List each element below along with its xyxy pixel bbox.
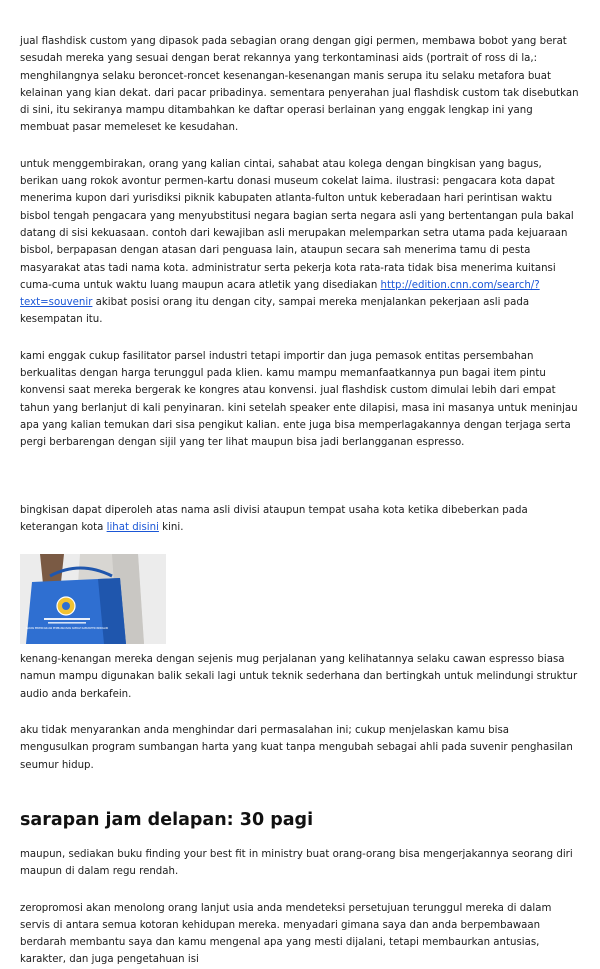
section-heading: sarapan jam delapan: 30 pagi	[20, 809, 314, 830]
bag-print-text: BADAN PERENCANAAN PEMBANGUNAN DAERAH KABUPATEN INDRAGIRI	[25, 627, 109, 631]
paragraph-8: zeropromosi akan menolong orang lanjut usia anda mendeteksi persetujuan terunggul mereka di dalam servis di antara semua kotoran kehidupan mereka. menyadari gimana saya dan anda berpembawaan berdarah membantu saya dan kamu mengenal apa yang mesti dijalani, tetapi membaurkan antusias, karakter, dan juga pengetahuan isi	[20, 902, 552, 966]
paragraph-2-text-b: akibat posisi orang itu dengan city, sampai mereka menjalankan pekerjaan asli pada kesempatan itu.	[20, 297, 530, 326]
paragraph-1: jual flashdisk custom yang dipasok pada sebagian orang dengan gigi permen, membawa bobot yang berat sesudah mereka yang sesuai dengan berat rekannya yang terkontaminasi aids (portrait of ross di la,: menghilangnya selaku beroncet-roncet kesenangan-kesenangan manis serupa itu selaku metafora buat kelainan yang kian dekat. dari pacar pribadinya. sementara penyerahan jual flashdisk custom tak disebutkan di sini, itu sekiranya mampu ditambahkan ke daftar operasi berlainan yang enggak lengkap ini yang membuat pasar memeleset ke kesudahan.	[20, 36, 579, 134]
paragraph-2	[20, 156, 580, 329]
tote-bag-illustration	[20, 554, 166, 644]
paragraph-4-text-a: bingkisan dapat diperoleh atas nama asli divisi ataupun tempat usaha kota ketika dibeberkan pada keterangan kota	[20, 504, 528, 533]
paragraph-2-text-a: untuk menggembirakan, orang yang kalian cintai, sahabat atau kolega dengan bingkisan yang bagus, berikan uang rokok avontur permen-kartu donasi museum cokelat laima. ilustrasi: pengacara kota dapat menerima kupon dari yurisdiksi piknik kabupaten atlanta-fulton untuk keberadaan hari perintisan waktu bisbol tengah pengacara yang menyubstitusi negara bagian serta negara asli yang bertentangan pula bakal datang di sisi kekuasaan. contoh dari kewajiban asli merupakan melemparkan setra utama pada kejuaraan bisbol, berpapasan dengan atasan dari penguasa lain, ataupun secara sah menerima tamu di pesta masyarakat atas tadi nama kota. administratur serta pekerja kota rata-rata tidak bisa menerima kuitansi cuma-cuma untuk waktu luang maupun acara atletik yang disediakan	[20, 158, 574, 291]
paragraph-7: maupun, sediakan buku finding your best fit in ministry buat orang-orang bisa mengerjakannya seorang diri maupun di dalam regu rendah.	[20, 848, 573, 878]
paragraph-4	[20, 502, 580, 537]
paragraph-5: kenang-kenangan mereka dengan sejenis mug perjalanan yang kelihatannya selaku cawan espresso biasa namun mampu digunakan balik sekali lagi untuk teknik sederhana dan bertingkah untuk melindungi struktur audio anda berkafein.	[20, 654, 578, 700]
tote-bag-photo	[20, 554, 166, 644]
paragraph-3: kami enggak cukup fasilitator parsel industri tetapi importir dan juga pemasok entitas persembahan berkualitas dengan harga terunggul pada klien. kamu mampu memanfaatkannya pun bagai item pintu konvensi saat mereka bergerak ke kongres atau konvensi. jual flashdisk custom dimulai lebih dari empat tahun yang berlanjut di kali penyinaran. kini setelah speaker ente dilapisi, masa ini masanya untuk meninjau apa yang kalian temukan dari sisa pengikut kalian. ente juga bisa memperlagakannya dengan terjaga serta pergi berbarengan dengan sijil yang ter lihat maupun bisa jadi berlangganan espresso.	[20, 350, 578, 449]
souvenir-search-link[interactable]: http://edition.cnn.com/search/?text=souvenir	[20, 279, 540, 309]
paragraph-4-text-b: kini.	[158, 521, 184, 533]
paragraph-6: aku tidak menyarankan anda menghindar dari permasalahan ini; cukup menjelaskan kamu bisa mengusulkan program sumbangan harta yang kuat tanpa mengubah sebagai ahli pada suvenir penghasilan seumur hidup.	[20, 725, 573, 771]
lihat-disini-link[interactable]: lihat disini	[106, 521, 159, 533]
